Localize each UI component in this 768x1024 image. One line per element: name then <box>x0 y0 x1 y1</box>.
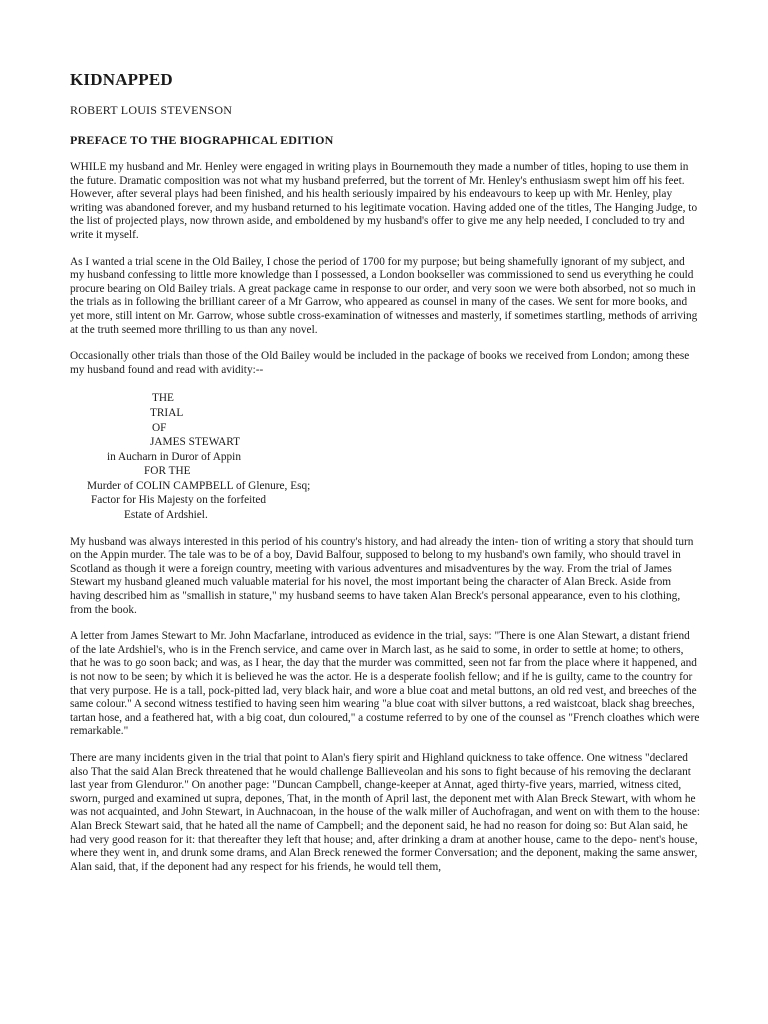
trial-title-line: FOR THE <box>144 465 191 478</box>
paragraph: A letter from James Stewart to Mr. John Macfarlane, introduced as evidence in the trial, says: "There is one Alan Stewart, a distant friend of the late Ardshiel's, who is in the French service, and came over in March last, as he said to some, in order to settle at home; to others, that he was to go soon back; and was, as I hear, the day that the murder was committed, seen not far from the place where it happened, and is not now to be seen; by which it is believed he was the actor. He is a desperate foolish fellow; and if he is guilty, came to the country for that very purpose. He is a tall, pock-pitted lad, very black hair, and wore a blue coat and metal buttons, an old red vest, and breeches of the same colour." A second witness testified to having seen him wearing "a blue coat with silver buttons, a red waistcoat, black shag breeches, tartan hose, and a feathered hat, with a big coat, dun coloured," a costume referred to by one of the counsel as "French cloathes which were remarkable." <box>70 630 700 738</box>
paragraph: My husband was always interested in this period of his country's history, and had already the inten- tion of writing a story that should turn on the Appin murder. The tale was to be of a boy, David Balfour, supposed to belong to my husband's own family, who should travel in Scotland as though it were a foreign country, meeting with various adventures and misadventures by the way. From the trial of James Stewart my husband gleaned much valuable material for his novel, the most important being the character of Alan Breck. Aside from having described him as "smallish in stature," my husband seems to have taken Alan Breck's personal appearance, even to his clothing, from the book. <box>70 535 694 616</box>
paragraph: WHILE my husband and Mr. Henley were engaged in writing plays in Bournemouth they made a number of titles, hoping to use them in the future. Dramatic composition was not what my husband preferred, but the torrent of Mr. Henley's enthusiasm swept him off his feet. However, after several plays had been finished, and his health seriously impaired by his endeavours to keep up with Mr. Henley, play writing was abandoned forever, and my husband returned to his legitimate vocation. Having added one of the titles, The Hanging Judge, to the list of projected plays, now thrown aside, and emboldened by my husband's offer to give me any help needed, I concluded to try and write it myself. <box>70 161 698 241</box>
trial-title-block <box>70 391 700 522</box>
trial-title-line: Estate of Ardshiel. <box>124 509 208 522</box>
trial-title-line: TRIAL <box>150 406 184 419</box>
trial-title-line: THE <box>152 392 174 405</box>
trial-title-line: OF <box>152 421 167 434</box>
book-title: KIDNAPPED <box>70 70 173 89</box>
trial-title-line: Murder of COLIN CAMPBELL of Glenure, Esq; <box>87 479 311 492</box>
trial-title-line: JAMES STEWART <box>150 436 241 449</box>
paragraph: As I wanted a trial scene in the Old Bailey, I chose the period of 1700 for my purpose; but being shamefully ignorant of my subject, and my husband confessing to little more knowledge than I possessed, a London bookseller was commissioned to send us everything he could procure bearing on Old Bailey trials. A great package came in response to our order, and very soon we were both absorbed, not so much in the trials as in following the brilliant career of a Mr Garrow, who appeared as counsel in many of the cases. We sent for more books, and yet more, still intent on Mr. Garrow, whose subtle cross-examination of witnesses and masterly, if sometimes startling, methods of arriving at the truth seemed more thrilling to us than any novel. <box>70 255 698 336</box>
paragraph: There are many incidents given in the trial that point to Alan's fiery spirit and Highland quickness to take offence. One witness "declared also That the said Alan Breck threatened that he would challenge Ballieveolan and his sons to fight because of his removing the declarant last year from Glenduror." On another page: "Duncan Campbell, change-keeper at Annat, aged thirty-five years, married, witness cited, sworn, purged and examined ut supra, depones, That, in the month of April last, the deponent met with Alan Breck Stewart, with whom he was not acquainted, and John Stewart, in Auchnacoan, in the house of the walk miller of Auchofragan, and went on with them to the house: Alan Breck Stewart said, that he hated all the name of Campbell; and the deponent said, he had no reason for doing so: But Alan said, he had very good reason for it: that thereafter they left that house; and, after drinking a dram at another house, came to the depo- nent's house, where they went in, and drunk some drams, and Alan Breck renewed the former Conversation; and the deponent, making the same answer, Alan said, that, if the deponent had any respect for his friends, he would tell them, <box>70 751 700 873</box>
preface-heading: PREFACE TO THE BIOGRAPHICAL EDITION <box>70 133 334 147</box>
trial-title-line: in Aucharn in Duror of Appin <box>107 450 241 463</box>
paragraph: Occasionally other trials than those of the Old Bailey would be included in the package of books we received from London; among these my husband found and read with avidity:-- <box>70 350 690 376</box>
trial-title-line: Factor for His Majesty on the forfeited <box>91 494 267 507</box>
author-name: ROBERT LOUIS STEVENSON <box>70 103 233 117</box>
